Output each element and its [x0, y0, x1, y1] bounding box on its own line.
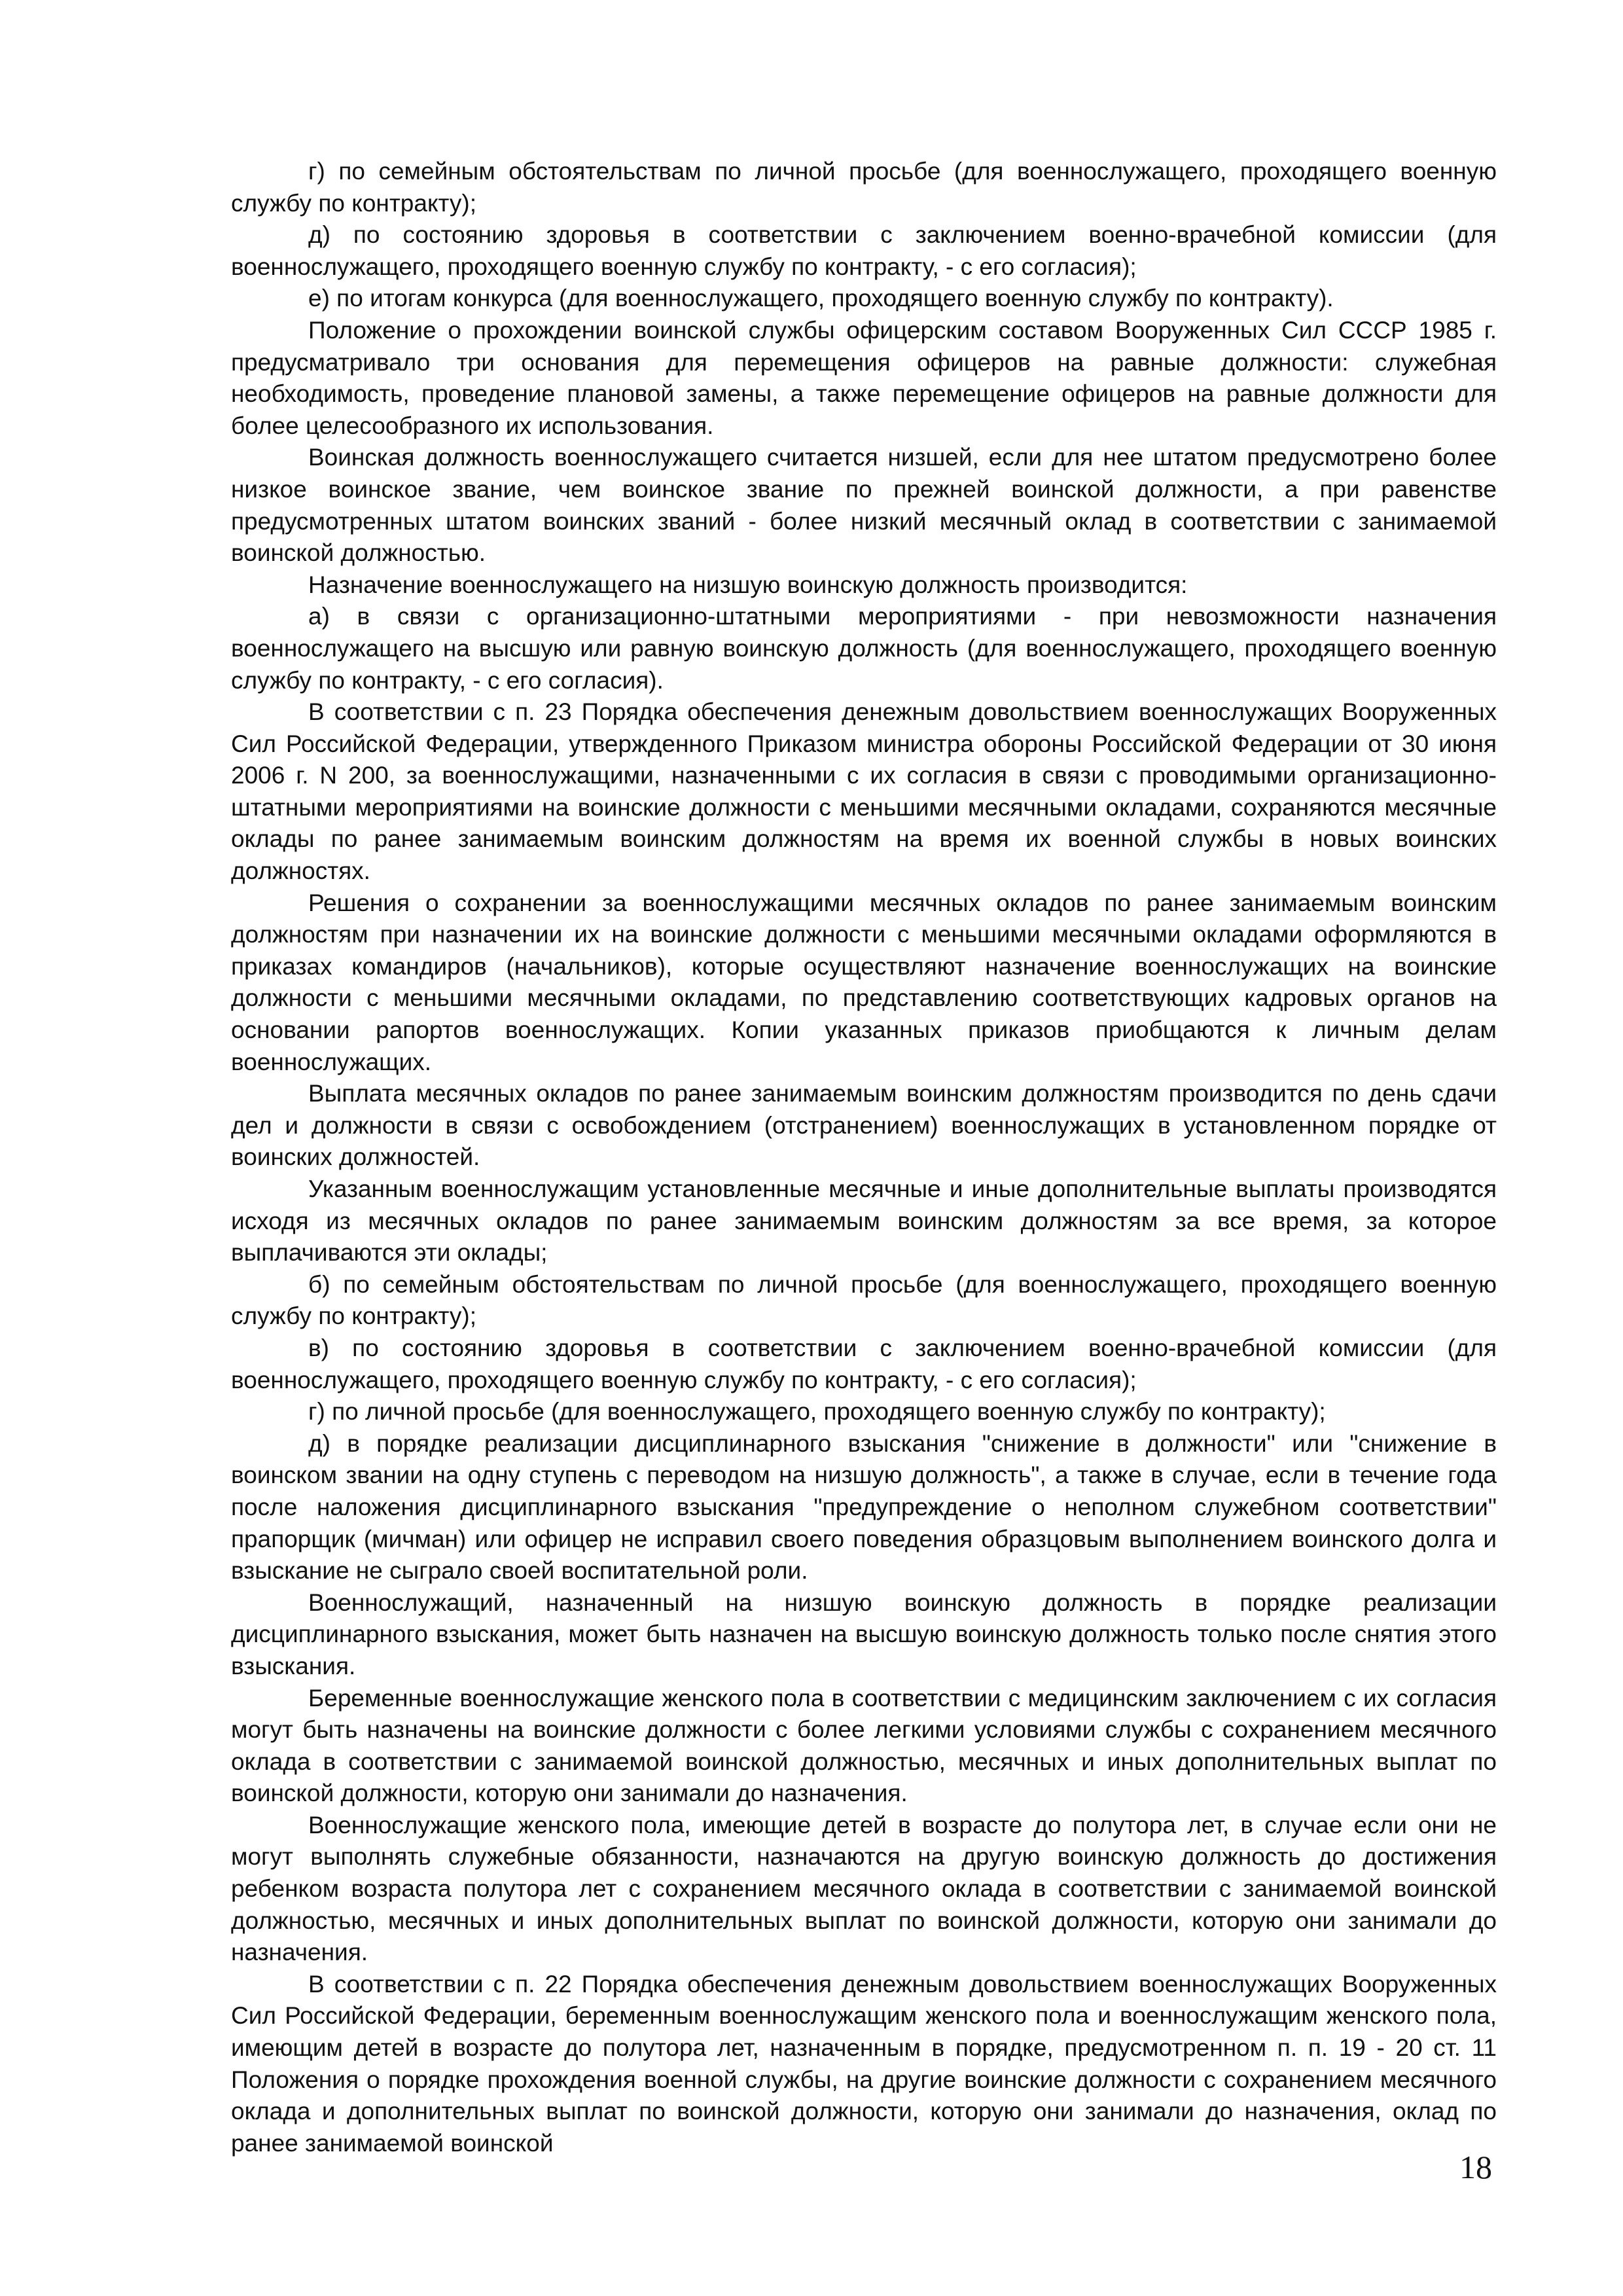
body-text: [231, 156, 1497, 2159]
paragraph-15: д) в порядке реализации дисциплинарного взыскания "снижение в должности" или "снижение в воинском звании на одну ступень с переводом на низшую должность", а также в случае, если в течение года после наложения дисциплинарного взыскания "предупреждение о неполном служебном соответствии" прапорщик (мичман) или офицер не исправил своего поведения образцовым выполнением воинского долга и взыскание не сыграло своей воспитательной роли.: [231, 1429, 1497, 1585]
paragraph-18: Военнослужащие женского пола, имеющие детей в возрасте до полутора лет, в случае если они не могут выполнять служебные обязанности, назначаются на другую воинскую должность до достижения ребенком возраста полутора лет с сохранением месячного оклада в соответствии с занимаемой воинской должностью, месячных и иных дополнительных выплат по воинской должности, которую они занимали до назначения.: [231, 1811, 1497, 1966]
paragraph-14: г) по личной просьбе (для военнослужащего, проходящего военную службу по контракту);: [308, 1398, 1326, 1426]
paragraph-6: Назначение военнослужащего на низшую воинскую должность производится:: [308, 571, 1188, 598]
page-number: 18: [1459, 2149, 1492, 2185]
paragraph-7: а) в связи с организационно-штатными мероприятиями - при невозможности назначения военнослужащего на высшую или равную воинскую должность (для военнослужащего, проходящего военную службу по контракту, - с его согласия).: [231, 603, 1497, 694]
paragraph-5: Воинская должность военнослужащего считается низшей, если для нее штатом предусмотрено более низкое воинское звание, чем воинское звание по прежней воинской должности, а при равенстве предусмотренных штатом воинских званий - более низкий месячный оклад в соответствии с занимаемой воинской должностью.: [231, 444, 1497, 567]
paragraph-17: Беременные военнослужащие женского пола в соответствии с медицинским заключением с их согласия могут быть назначены на воинские должности с более легкими условиями службы с сохранением месячного оклада в соответствии с занимаемой воинской должностью, месячных и иных дополнительных выплат по воинской должности, которую они занимали до назначения.: [231, 1684, 1497, 1807]
paragraph-12: б) по семейным обстоятельствам по личной просьбе (для военнослужащего, проходящего военную службу по контракту);: [231, 1270, 1497, 1330]
paragraph-9: Решения о сохранении за военнослужащими месячных окладов по ранее занимаемым воинским должностям при назначении их на воинские должности с меньшими месячными окладами оформляются в приказах командиров (начальников), которые осуществляют назначение военнослужащих на воинские должности с меньшими месячными окладами, по представлению соответствующих кадровых органов на основании рапортов военнослужащих. Копии указанных приказов приобщаются к личным делам военнослужащих.: [231, 889, 1497, 1075]
paragraph-16: Военнослужащий, назначенный на низшую воинскую должность в порядке реализации дисциплинарного взыскания, может быть назначен на высшую воинскую должность только после снятия этого взыскания.: [231, 1588, 1497, 1679]
paragraph-4: Положение о прохождении воинской службы офицерским составом Вооруженных Сил СССР 1985 г. предусматривало три основания для перемещения офицеров на равные должности: служебная необходимость, проведение плановой замены, а также перемещение офицеров на равные должности для более целесообразного их использования.: [231, 316, 1497, 439]
paragraph-1: г) по семейным обстоятельствам по личной просьбе (для военнослужащего, проходящего военную службу по контракту);: [231, 158, 1497, 217]
paragraph-3: е) по итогам конкурса (для военнослужащего, проходящего военную службу по контракту).: [308, 285, 1334, 312]
paragraph-11: Указанным военнослужащим установленные месячные и иные дополнительные выплаты производятся исходя из месячных окладов по ранее занимаемым воинским должностям за все время, за которое выплачиваются эти оклады;: [231, 1175, 1497, 1266]
paragraph-8: В соответствии с п. 23 Порядка обеспечения денежным довольствием военнослужащих Вооруженных Сил Российской Федерации, утвержденного Приказом министра обороны Российской Федерации от 30 июня 2006 г. N 200, за военнослужащими, назначенными с их согласия в связи с проводимыми организационно-штатными мероприятиями на воинские должности с меньшими месячными окладами, сохраняются месячные оклады по ранее занимаемым воинским должностям на время их военной службы в новых воинских должностях.: [231, 698, 1497, 885]
paragraph-13: в) по состоянию здоровья в соответствии с заключением военно-врачебной комиссии (для военнослужащего, проходящего военную службу по контракту, - с его согласия);: [231, 1334, 1497, 1393]
paragraph-2: д) по состоянию здоровья в соответствии с заключением военно-врачебной комиссии (для военнослужащего, проходящего военную службу по контракту, - с его согласия);: [231, 221, 1497, 280]
paragraph-10: Выплата месячных окладов по ранее занимаемым воинским должностям производится по день сдачи дел и должности в связи с освобождением (отстранением) военнослужащих в установленном порядке от воинских должностей.: [231, 1080, 1497, 1171]
paragraph-19: В соответствии с п. 22 Порядка обеспечения денежным довольствием военнослужащих Вооруженных Сил Российской Федерации, беременным военнослужащим женского пола и военнослужащим женского пола, имеющим детей в возрасте до полутора лет, назначенным в порядке, предусмотренном п. п. 19 - 20 ст. 11 Положения о порядке прохождения военной службы, на другие воинские должности с сохранением месячного оклада и дополнительных выплат по воинской должности, которую они занимали до назначения, оклад по ранее занимаемой воинской: [231, 1970, 1497, 2157]
